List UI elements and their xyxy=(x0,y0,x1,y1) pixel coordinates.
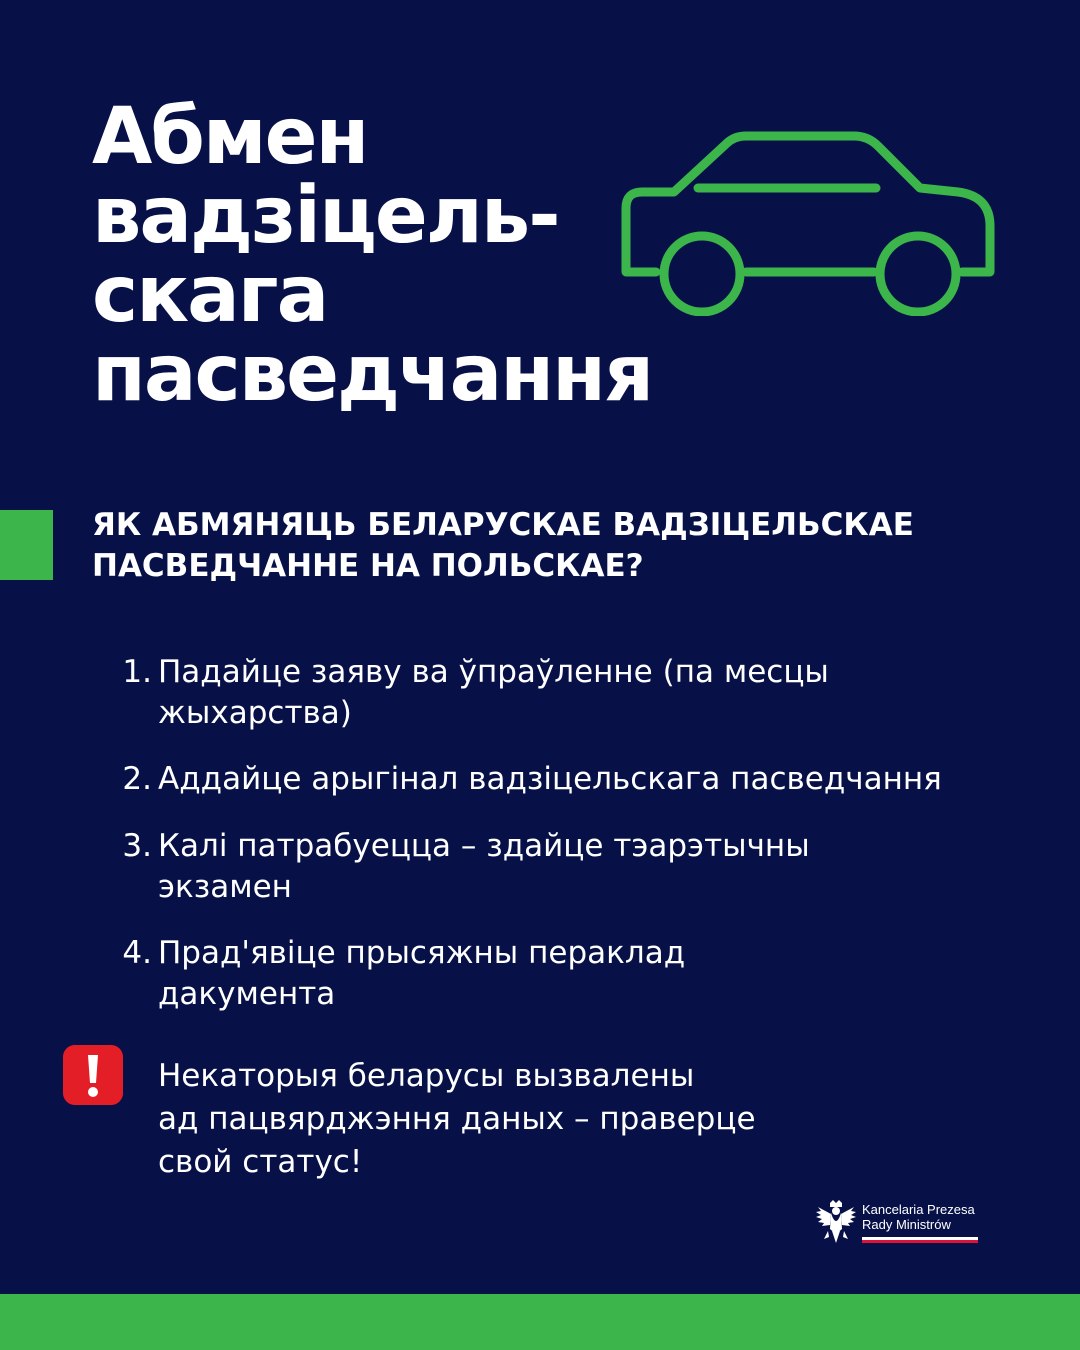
warning-note xyxy=(158,1055,1018,1184)
step-text-line: Калі патрабуецца – здайце тэарэтычны xyxy=(158,828,810,864)
step-text-line: экзамен xyxy=(158,869,292,905)
section-heading xyxy=(92,505,992,587)
warning-line: ад пацвярджэння даных – праверце xyxy=(158,1101,756,1137)
page-title xyxy=(92,92,653,419)
step-text xyxy=(158,933,1018,1015)
step-number: 1. xyxy=(122,654,152,690)
step-text xyxy=(158,826,1018,908)
step-number: 2. xyxy=(122,761,152,797)
step-text-line: Прад'явіце прысяжны пераклад xyxy=(158,935,686,971)
car-icon xyxy=(618,130,1000,316)
kprm-logo xyxy=(814,1199,984,1249)
title-line: вадзіцель- xyxy=(92,171,559,261)
section-marker xyxy=(0,510,53,580)
logo-text xyxy=(862,1202,975,1232)
title-line: Абмен xyxy=(92,92,368,182)
logo-text-line: Rady Ministrów xyxy=(862,1217,951,1232)
section-heading-line: ЯК АБМЯНЯЦЬ БЕЛАРУСКАЕ ВАДЗІЦЕЛЬСКАЕ xyxy=(92,507,914,543)
polish-eagle-icon xyxy=(814,1199,858,1247)
bottom-bar xyxy=(0,1294,1080,1350)
step-text xyxy=(158,652,1018,734)
step-text-line: Падайце заяву ва ўпраўленне (па месцы xyxy=(158,654,829,690)
section-heading-line: ПАСВЕДЧАННЕ НА ПОЛЬСКАЕ? xyxy=(92,548,644,584)
title-line: пасведчання xyxy=(92,329,653,419)
step-number: 4. xyxy=(122,935,152,971)
warning-line: свой статус! xyxy=(158,1144,363,1180)
title-line: скага xyxy=(92,250,328,340)
exclamation-icon xyxy=(63,1045,123,1105)
warning-line: Некаторыя беларусы вызвалены xyxy=(158,1058,695,1094)
step-text-line: жыхарства) xyxy=(158,695,352,731)
step-text-line: дакумента xyxy=(158,976,336,1012)
step-text-line: Аддайце арыгінал вадзіцельскага пасведчання xyxy=(158,761,942,797)
polish-flag-stripe xyxy=(862,1237,978,1243)
logo-text-line: Kancelaria Prezesa xyxy=(862,1202,975,1217)
step-number: 3. xyxy=(122,828,152,864)
step-text xyxy=(158,759,1018,800)
